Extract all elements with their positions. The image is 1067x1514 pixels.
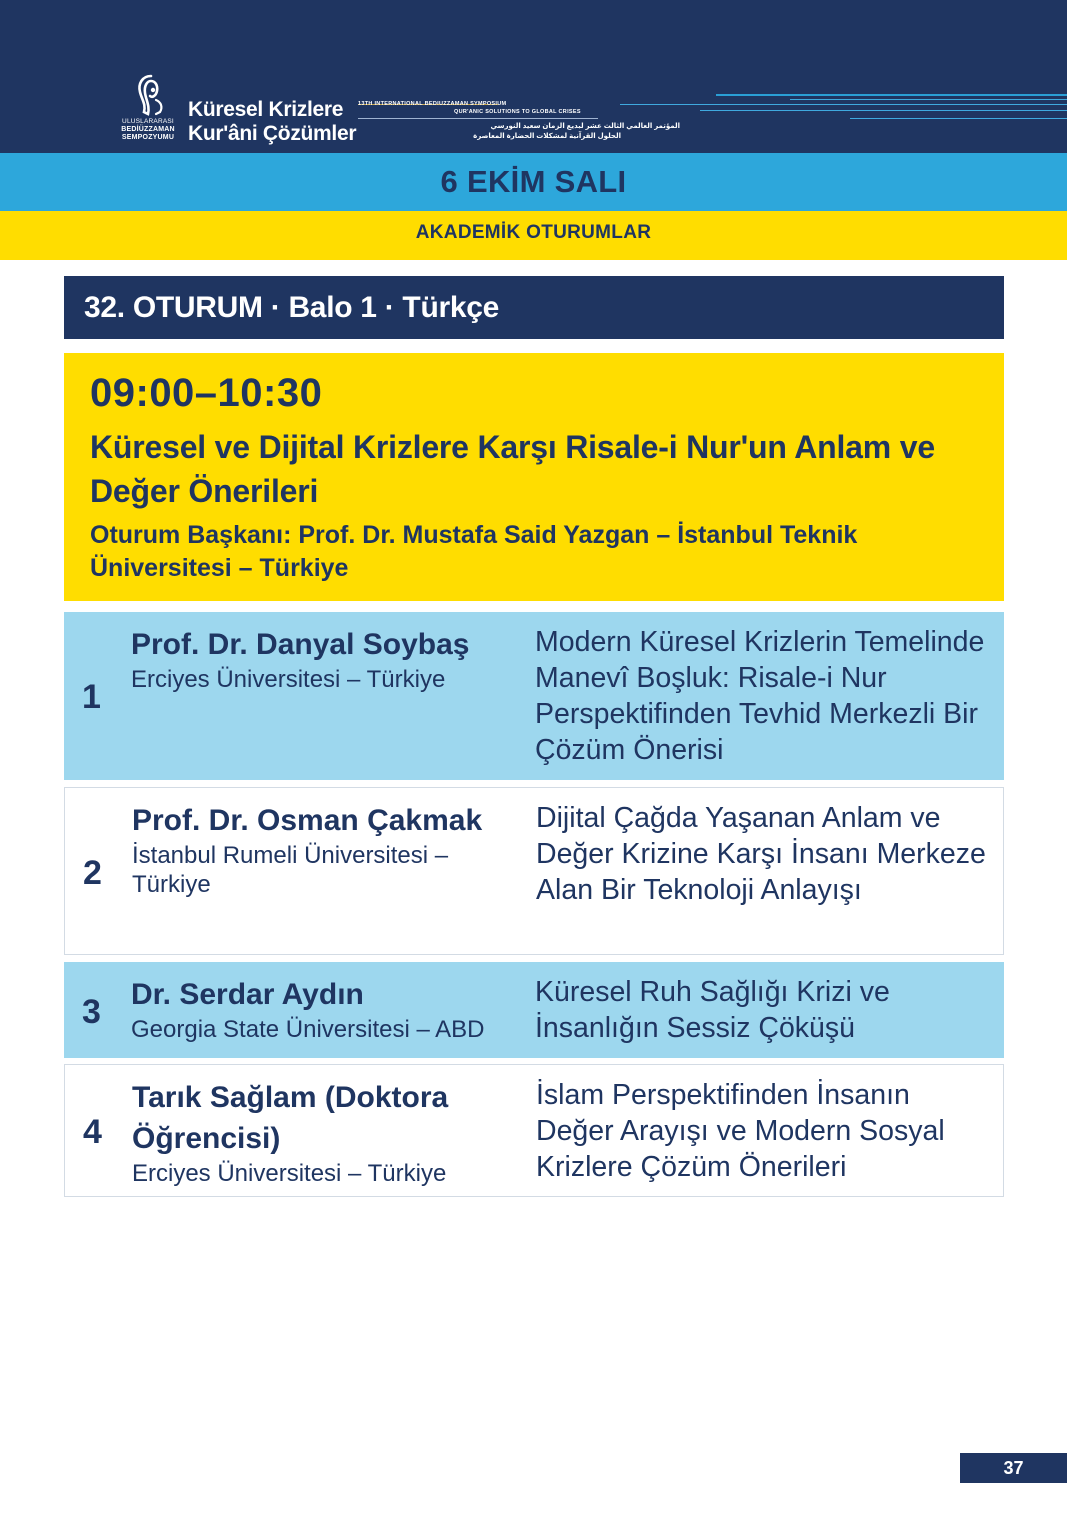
paper-title: İslam Perspektifinden İnsanın Değer Arayışı ve Modern Sosyal Krizlere Çözüm Önerileri bbox=[536, 1079, 945, 1183]
session-title: 32. OTURUM · Balo 1 · Türkçe bbox=[84, 291, 500, 324]
header-decor-line bbox=[716, 94, 1067, 96]
paper-row bbox=[64, 1064, 1004, 1197]
speaker-affiliation: Erciyes Üniversitesi – Türkiye bbox=[131, 666, 446, 693]
symposium-english-subtitle: QUR'ANIC SOLUTIONS TO GLOBAL CRISES bbox=[454, 109, 581, 115]
paper-title: Dijital Çağda Yaşanan Anlam ve Değer Krizine Karşı İnsanı Merkeze Alan Bir Teknoloji Anlayışı bbox=[536, 802, 986, 906]
speaker-affiliation: İstanbul Rumeli Üniversitesi – Türkiye bbox=[132, 842, 449, 898]
symposium-arabic-subtitle: الحلول القرآنية لمشكلات الحضارة المعاصرة bbox=[473, 133, 621, 140]
symposium-arabic-name: المؤتمر العالمي الثالث عشر لبديع الزمان سعيد النورسي bbox=[490, 123, 680, 130]
speaker-name: Dr. Serdar Aydın bbox=[131, 978, 364, 1011]
speaker-affiliation: Georgia State Üniversitesi – ABD bbox=[131, 1016, 485, 1043]
section-band bbox=[0, 211, 1067, 260]
speaker-name: Prof. Dr. Danyal Soybaş bbox=[131, 628, 470, 661]
paper-row bbox=[64, 612, 1004, 780]
paper-number: 2 bbox=[83, 854, 102, 892]
day-title: 6 EKİM SALI bbox=[440, 164, 627, 199]
header-decor-line bbox=[790, 99, 1067, 100]
section-title: AKADEMİK OTURUMLAR bbox=[415, 222, 652, 243]
session-info-box bbox=[64, 353, 1004, 601]
brand-title-line: Küresel Krizlere bbox=[188, 98, 344, 121]
paper-number: 1 bbox=[82, 678, 101, 716]
day-band bbox=[0, 153, 1067, 211]
speaker-block bbox=[132, 800, 512, 899]
speaker-name: Prof. Dr. Osman Çakmak bbox=[132, 804, 483, 837]
brand-title bbox=[188, 98, 356, 146]
session-title-bar bbox=[64, 276, 1004, 339]
speaker-block bbox=[132, 1077, 512, 1188]
page-number: 37 bbox=[1003, 1458, 1024, 1478]
session-theme: Küresel ve Dijital Krizlere Karşı Risale-i Nur'un Anlam ve Değer Önerileri bbox=[90, 429, 935, 509]
page-header bbox=[0, 0, 1067, 153]
session-chair: Oturum Başkanı: Prof. Dr. Mustafa Said Yazgan – İstanbul Teknik Üniversitesi – Türkiye bbox=[90, 521, 858, 582]
paper-number: 4 bbox=[83, 1113, 102, 1151]
organization-name bbox=[110, 118, 186, 142]
header-decor-line bbox=[358, 118, 598, 119]
org-line: ULUSLARARASI bbox=[122, 118, 174, 125]
speaker-block bbox=[131, 974, 511, 1044]
symposium-logo-icon bbox=[134, 74, 168, 118]
page-number-box bbox=[960, 1453, 1067, 1483]
paper-title: Modern Küresel Krizlerin Temelinde Manevî Boşluk: Risale-i Nur Perspektifinden Tevhid Merkezli Bir Çözüm Önerisi bbox=[535, 626, 985, 766]
brand-title-line: Kur'âni Çözümler bbox=[188, 122, 357, 145]
paper-row bbox=[64, 962, 1004, 1058]
paper-row bbox=[64, 787, 1004, 955]
speaker-affiliation: Erciyes Üniversitesi – Türkiye bbox=[132, 1160, 447, 1187]
symposium-english-name: 13TH INTERNATIONAL BEDIUZZAMAN SYMPOSIUM bbox=[358, 101, 507, 107]
org-line: BEDİÜZZAMAN bbox=[121, 126, 175, 133]
header-decor-line bbox=[620, 104, 1067, 105]
paper-title: Küresel Ruh Sağlığı Krizi ve İnsanlığın Sessiz Çöküşü bbox=[535, 976, 890, 1044]
speaker-block bbox=[131, 624, 511, 694]
speaker-name: Tarık Sağlam (Doktora Öğrencisi) bbox=[132, 1081, 449, 1155]
header-decor-line bbox=[850, 118, 1067, 119]
org-line: SEMPOZYUMU bbox=[121, 134, 175, 141]
session-time: 09:00–10:30 bbox=[90, 371, 323, 415]
header-decor-line bbox=[700, 110, 1067, 111]
paper-number: 3 bbox=[82, 993, 101, 1031]
